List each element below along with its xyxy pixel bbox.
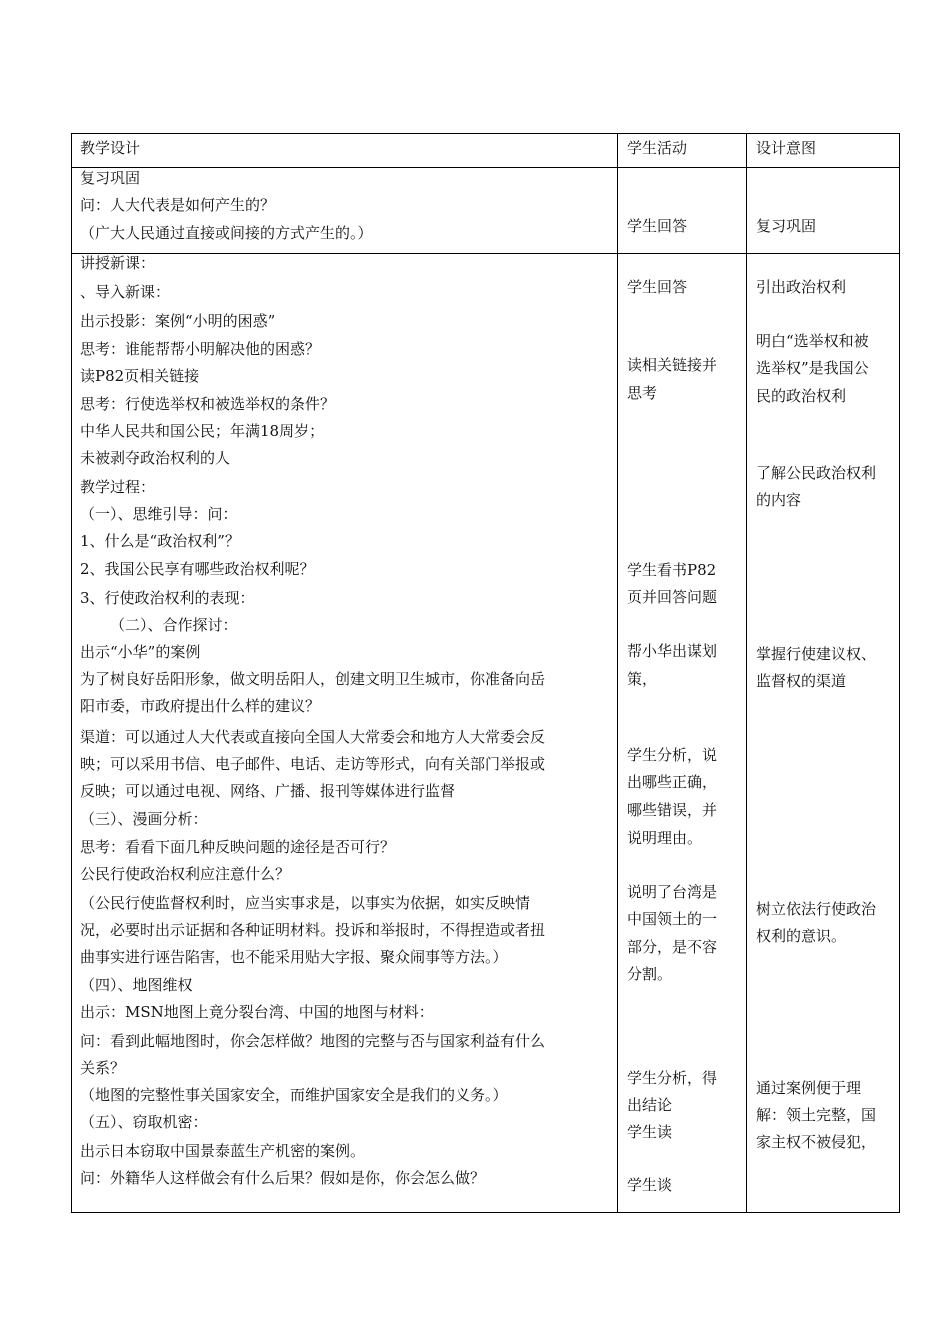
main-line: 读P82页相关链接 [80,367,200,385]
activity-line: 出哪些正确， [627,773,718,791]
intent-line: 监督权的渠道 [756,672,847,690]
main-line: 、导入新课： [80,283,171,301]
main-line: 出示投影：案例“小明的困惑” [80,312,276,330]
intent-line: 家主权不被侵犯， [756,1133,877,1151]
review-title: 复习巩固 [80,169,141,187]
activity-line: 思考 [627,384,658,402]
main-line: （四）、地图维权 [80,976,193,994]
main-line: 映；可以采用书信、电子邮件、电话、走访等形式，向有关部门举报或 [80,755,546,773]
header-student-activity: 学生活动 [627,139,688,157]
review-intent: 复习巩固 [756,217,817,235]
activity-line: 中国领土的一 [627,910,718,928]
main-line: 况，必要时出示证据和各种证明材料。投诉和举报时，不得捏造或者扭 [80,921,546,939]
review-answer: （广大人民通过直接或间接的方式产生的。） [80,224,373,242]
main-line: 出示“小华”的案例 [80,643,201,661]
column-divider [617,134,618,1212]
main-line: 出示日本窃取中国景泰蓝生产机密的案例。 [80,1142,366,1160]
activity-line: 学生回答 [627,278,688,296]
intent-line: 权利的意识。 [756,927,847,945]
header-design-intent: 设计意图 [756,139,817,157]
main-line: 曲事实进行诬告陷害，也不能采用贴大字报、聚众闹事等方法。） [80,948,508,966]
main-line: 出示：MSN地图上竟分裂台湾、中国的地图与材料： [80,1003,434,1021]
main-line: 1、什么是“政治权利”？ [80,532,240,550]
main-line: 思考：谁能帮帮小明解决他的困惑？ [80,340,321,358]
main-line: 问：外籍华人这样做会有什么后果？假如是你，你会怎么做？ [80,1169,486,1187]
main-line: 渠道：可以通过人大代表或直接向全国人大常委会和地方人大常委会反 [80,728,546,746]
main-line: 阳市委，市政府提出什么样的建议？ [80,697,321,715]
activity-line: 学生分析，得 [627,1069,718,1087]
main-line: （公民行使监督权利时，应当实事求是，以事实为依据，如实反映情 [80,894,531,912]
activity-line: 说明了台湾是 [627,883,718,901]
intent-line: 民的政治权利 [756,387,847,405]
activity-line: 策， [627,670,658,688]
activity-line: 帮小华出谋划 [627,642,718,660]
activity-line: 读相关链接并 [627,356,718,374]
main-line: 2、我国公民享有哪些政治权利呢？ [80,560,315,578]
activity-line: 学生读 [627,1123,673,1141]
activity-line: 出结论 [627,1096,673,1114]
review-question: 问：人大代表是如何产生的？ [80,196,276,214]
row-divider [72,167,899,168]
main-line: 公民行使政治权利应注意什么？ [80,865,291,883]
main-line: 思考：行使选举权和被选举权的条件？ [80,395,336,413]
main-line: 为了树良好岳阳形象，做文明岳阳人，创建文明卫生城市，你准备向岳 [80,670,546,688]
main-line: 反映；可以通过电视、网络、广播、报刊等媒体进行监督 [80,782,456,800]
intent-line: 的内容 [756,491,802,509]
main-line: 讲授新课： [80,254,156,272]
intent-line: 树立依法行使政治 [756,900,877,918]
activity-line: 分割。 [627,965,673,983]
intent-line: 选举权”是我国公 [756,359,869,377]
header-teaching-design: 教学设计 [80,139,141,157]
lesson-plan-table [71,133,900,1213]
activity-line: 学生谈 [627,1176,673,1194]
main-line: （三）、漫画分析： [80,810,208,828]
row-divider [72,253,899,254]
main-line: 问：看到此幅地图时，你会怎样做？地图的完整与否与国家利益有什么 [80,1032,546,1050]
main-line: 3、行使政治权利的表现： [80,589,255,607]
activity-line: 学生分析，说 [627,746,718,764]
activity-line: 说明理由。 [627,829,703,847]
main-line: 教学过程： [80,478,156,496]
column-divider [746,134,747,1212]
intent-line: 解：领土完整，国 [756,1106,877,1124]
main-line: 中华人民共和国公民；年满18周岁； [80,422,325,440]
main-line: 思考：看看下面几种反映问题的途径是否可行？ [80,838,396,856]
activity-line: 页并回答问题 [627,588,718,606]
activity-line: 哪些错误，并 [627,801,718,819]
intent-line: 掌握行使建议权、 [756,645,877,663]
review-activity: 学生回答 [627,217,688,235]
main-line: （二）、合作探讨： [110,616,238,634]
intent-line: 引出政治权利 [756,278,847,296]
intent-line: 了解公民政治权利 [756,464,877,482]
activity-line: 部分，是不容 [627,938,718,956]
intent-line: 明白“选举权和被 [756,332,869,350]
main-line: （五）、窃取机密： [80,1113,208,1131]
intent-line: 通过案例便于理 [756,1079,862,1097]
activity-line: 学生看书P82 [627,561,717,579]
main-line: 关系？ [80,1059,126,1077]
main-line: （地图的完整性事关国家安全，而维护国家安全是我们的义务。） [80,1086,508,1104]
main-line: 未被剥夺政治权利的人 [80,449,231,467]
main-line: （一）、思维引导：问： [80,505,238,523]
